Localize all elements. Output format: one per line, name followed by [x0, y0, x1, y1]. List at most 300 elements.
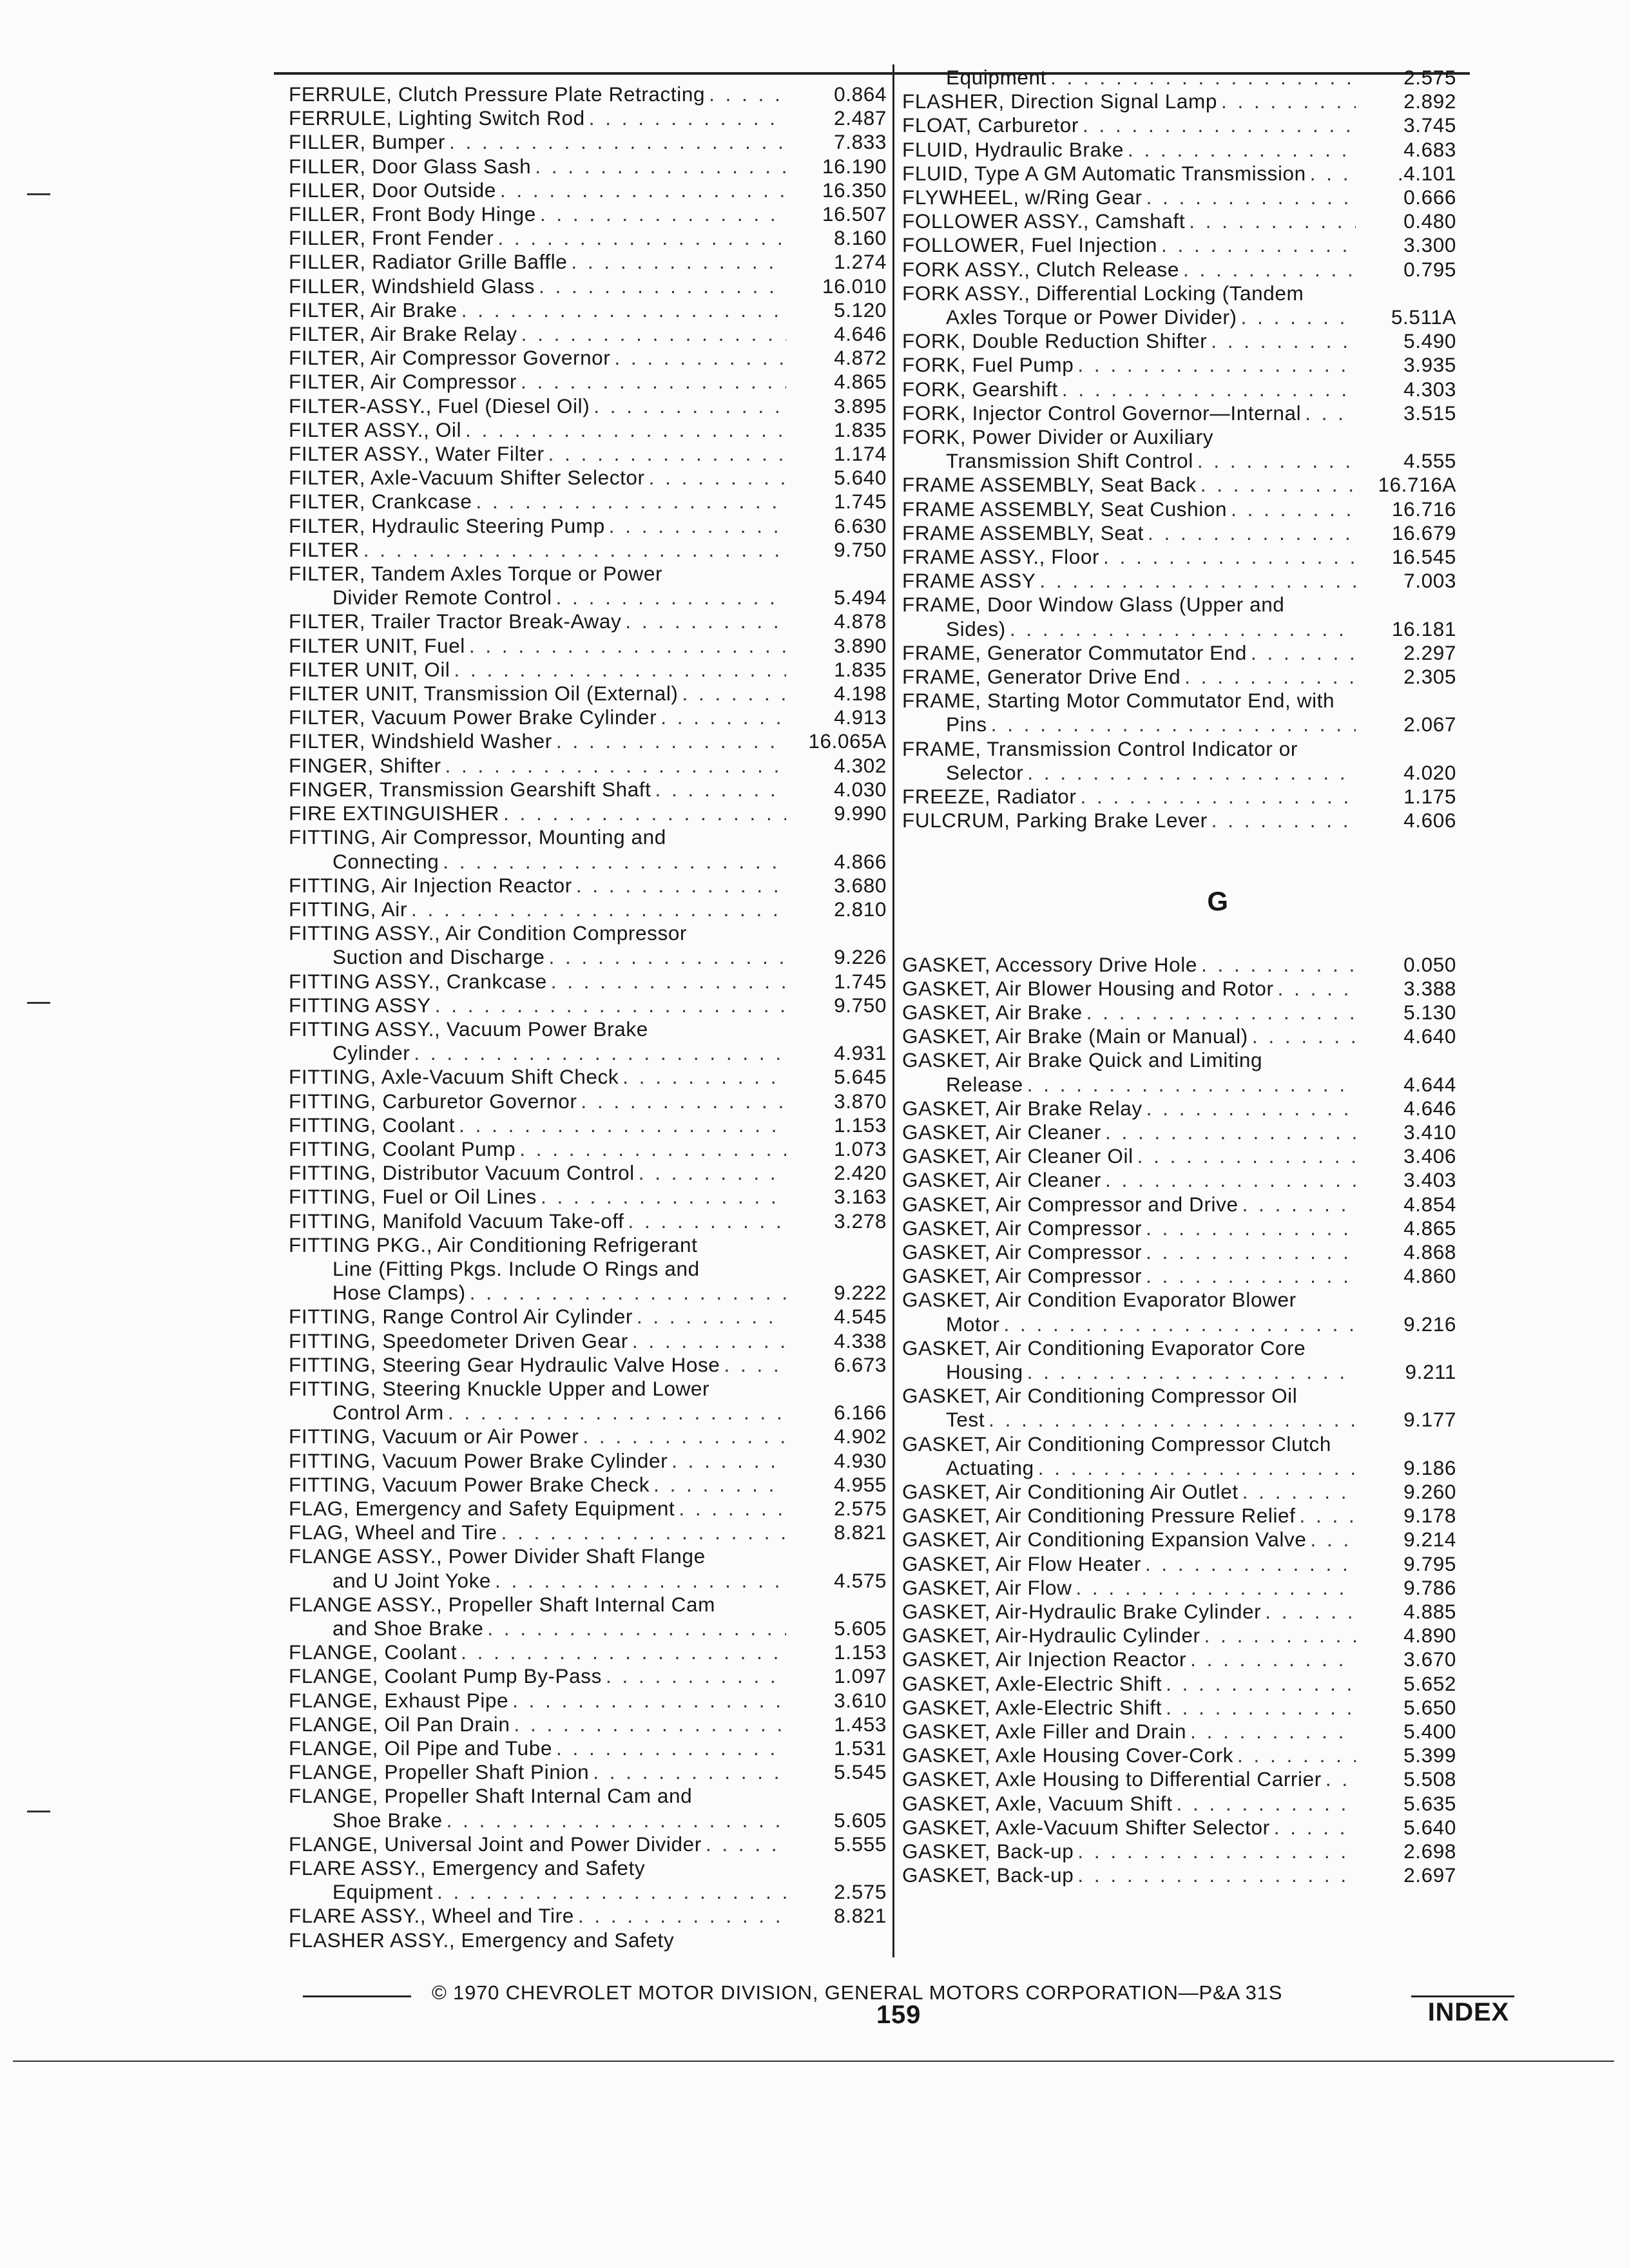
entry-page-ref: 1.174 — [834, 442, 887, 466]
entry-line — [902, 521, 1456, 545]
dot-leader — [1166, 1696, 1356, 1720]
index-entry — [902, 1648, 1456, 1671]
entry-text: FITTING ASSY., Vacuum Power Brake — [289, 1017, 648, 1041]
entry-line — [289, 1233, 887, 1257]
index-entry — [289, 970, 887, 994]
index-entry — [902, 1528, 1456, 1552]
index-entry — [289, 226, 887, 250]
dot-leader — [1310, 162, 1356, 186]
entry-continuation-line — [289, 1281, 887, 1305]
dot-leader — [549, 945, 786, 969]
entry-text: FLUID, Type A GM Automatic Transmission — [902, 161, 1306, 185]
entry-text: FILLER, Front Body Hinge — [289, 202, 536, 226]
entry-text: FITTING, Air Compressor, Mounting and — [289, 825, 666, 849]
entry-text: FORK, Double Reduction Shifter — [902, 329, 1208, 353]
entry-page-ref: 9.186 — [1403, 1456, 1456, 1479]
dot-leader — [1265, 1600, 1356, 1624]
index-entry — [902, 1288, 1456, 1336]
entry-page-ref: 5.640 — [1403, 1815, 1456, 1839]
entry-text: Pins — [946, 713, 987, 736]
entry-text: FILTER UNIT, Oil — [289, 657, 450, 681]
dot-leader — [1077, 1863, 1356, 1887]
dot-leader — [495, 1569, 786, 1593]
entry-text: FITTING PKG., Air Conditioning Refrigerant — [289, 1233, 698, 1256]
index-entry — [902, 737, 1456, 785]
entry-page-ref: 9.214 — [1403, 1528, 1456, 1552]
index-entry — [289, 1497, 887, 1521]
dot-leader — [1237, 1744, 1356, 1767]
entry-page-ref: 6.673 — [834, 1352, 887, 1376]
dot-leader — [1189, 209, 1356, 233]
entry-page-ref: 4.872 — [834, 346, 887, 370]
entry-text: FINGER, Transmission Gearshift Shaft — [289, 777, 651, 801]
entry-text: FITTING, Air Injection Reactor — [289, 873, 572, 897]
entry-line — [289, 202, 887, 226]
entry-line — [902, 665, 1456, 689]
entry-page-ref: 3.163 — [834, 1185, 887, 1209]
entry-text: Connecting — [333, 849, 439, 873]
entry-page-ref: 2.892 — [1403, 90, 1456, 113]
entry-line — [902, 1240, 1456, 1264]
entry-page-ref: 2.575 — [834, 1880, 887, 1904]
entry-line — [289, 1760, 887, 1784]
entry-line — [902, 1816, 1456, 1840]
index-entry — [289, 825, 887, 873]
dot-leader — [1251, 641, 1356, 665]
entry-page-ref: 4.683 — [1403, 137, 1456, 161]
entry-page-ref: 5.635 — [1403, 1791, 1456, 1815]
entry-page-ref: 2.305 — [1403, 665, 1456, 689]
index-entry — [289, 634, 887, 658]
entry-text: GASKET, Air Cleaner Oil — [902, 1144, 1133, 1168]
index-entry — [289, 82, 887, 106]
entry-text: GASKET, Air Compressor and Drive — [902, 1192, 1239, 1216]
entry-continuation-line — [289, 1617, 887, 1640]
dot-leader — [501, 1521, 786, 1544]
entry-continuation-line — [902, 1456, 1456, 1480]
entry-line — [289, 1784, 887, 1808]
entry-text: FILTER — [289, 537, 360, 561]
dot-leader — [1103, 545, 1356, 569]
entry-text: FRAME, Generator Drive End — [902, 665, 1181, 689]
entry-line — [902, 1264, 1456, 1288]
index-entry — [902, 233, 1456, 257]
index-entry — [902, 665, 1456, 689]
entry-line — [902, 1288, 1456, 1312]
entry-line — [902, 569, 1456, 593]
entry-text: Equipment — [333, 1880, 433, 1904]
index-entry — [902, 1792, 1456, 1816]
entry-text: FLANGE, Exhaust Pipe — [289, 1688, 509, 1712]
entry-page-ref: 2.067 — [1403, 713, 1456, 736]
entry-page-ref: 4.575 — [834, 1568, 887, 1592]
entry-line — [902, 209, 1456, 233]
entry-text: FINGER, Shifter — [289, 753, 441, 777]
entry-line — [289, 298, 887, 322]
index-entry — [289, 1928, 887, 1952]
entry-text: FITTING, Distributor Vacuum Control — [289, 1161, 635, 1185]
entry-text: and Shoe Brake — [333, 1617, 484, 1640]
dot-leader — [1146, 1264, 1356, 1288]
entry-text: Divider Remote Control — [333, 586, 552, 610]
index-entry — [289, 754, 887, 778]
entry-page-ref: 4.020 — [1403, 760, 1456, 784]
entry-text: FITTING, Steering Gear Hydraulic Valve Hose — [289, 1352, 720, 1376]
entry-text: FITTING, Coolant — [289, 1113, 456, 1137]
entry-text: FITTING, Speedometer Driven Gear — [289, 1329, 628, 1352]
index-entry — [289, 874, 887, 898]
entry-continuation-line — [902, 1360, 1456, 1384]
index-entry — [289, 370, 887, 394]
entry-line — [902, 353, 1456, 377]
dot-leader — [1197, 449, 1356, 473]
entry-page-ref: 9.795 — [1403, 1552, 1456, 1575]
index-entry — [289, 610, 887, 633]
entry-page-ref: 5.130 — [1403, 1000, 1456, 1024]
dot-leader — [1010, 617, 1356, 641]
entry-line — [289, 1090, 887, 1113]
dot-leader — [476, 490, 786, 514]
entry-line — [289, 778, 887, 802]
index-entry — [289, 1832, 887, 1856]
index-entry — [289, 706, 887, 729]
entry-continuation-line — [902, 617, 1456, 641]
entry-page-ref: 3.406 — [1403, 1144, 1456, 1168]
entry-line — [289, 1928, 887, 1952]
entry-line — [289, 970, 887, 994]
dot-leader — [1075, 1576, 1356, 1600]
index-entry — [289, 346, 887, 370]
entry-page-ref: 9.216 — [1403, 1312, 1456, 1336]
entry-text: FILLER, Radiator Grille Baffle — [289, 250, 568, 274]
dot-leader — [1190, 1648, 1356, 1671]
entry-page-ref: 3.410 — [1403, 1120, 1456, 1144]
index-entry — [902, 1840, 1456, 1863]
entry-line — [289, 729, 887, 753]
entry-text: FILLER, Front Fender — [289, 226, 494, 250]
index-entry — [902, 1097, 1456, 1120]
entry-page-ref: 8.160 — [834, 226, 887, 250]
entry-line — [902, 545, 1456, 569]
dot-leader — [445, 754, 786, 778]
entry-line — [902, 785, 1456, 809]
entry-text: FITTING ASSY., Air Condition Compressor — [289, 921, 688, 945]
entry-text: GASKET, Air Injection Reactor — [902, 1648, 1187, 1671]
entry-line — [902, 1696, 1456, 1720]
entry-line — [902, 1024, 1456, 1048]
dot-leader — [461, 298, 786, 322]
index-entry — [289, 1713, 887, 1736]
entry-text: FORK ASSY., Differential Locking (Tandem — [902, 281, 1304, 305]
index-entry — [902, 1816, 1456, 1840]
entry-page-ref: 16.716 — [1392, 497, 1456, 521]
entry-line — [902, 329, 1456, 353]
dot-leader — [614, 346, 786, 370]
index-entry — [902, 1048, 1456, 1096]
entry-continuation-line — [902, 1073, 1456, 1097]
entry-text: Suction and Discharge — [333, 945, 545, 969]
entry-continuation-line — [289, 1809, 887, 1832]
entry-text: FORK, Power Divider or Auxiliary — [902, 425, 1214, 449]
entry-line — [289, 322, 887, 346]
entry-text: FILLER, Windshield Glass — [289, 274, 535, 298]
entry-text: FLANGE, Oil Pan Drain — [289, 1712, 510, 1736]
entry-line — [289, 1713, 887, 1736]
index-entry — [902, 113, 1456, 137]
entry-text: FRAME, Starting Motor Commutator End, with — [902, 689, 1335, 713]
entry-page-ref: 4.854 — [1403, 1192, 1456, 1216]
entry-page-ref: 1.835 — [834, 657, 887, 681]
index-entry — [902, 1193, 1456, 1216]
entry-text: FERRULE, Clutch Pressure Plate Retracting — [289, 82, 706, 106]
index-list-g — [902, 953, 1456, 1888]
entry-line — [902, 473, 1456, 497]
entry-text: FLANGE, Propeller Shaft Internal Cam and — [289, 1784, 693, 1808]
entry-text: Axles Torque or Power Divider) — [946, 305, 1237, 329]
entry-line — [289, 1017, 887, 1041]
entry-continuation-line — [289, 586, 887, 610]
entry-line — [289, 1425, 887, 1448]
entry-line — [902, 1432, 1456, 1456]
index-entry — [289, 1305, 887, 1329]
dot-leader — [593, 1760, 786, 1784]
entry-text: GASKET, Air Compressor — [902, 1264, 1142, 1288]
entry-text: GASKET, Back-up — [902, 1863, 1074, 1887]
dot-leader — [535, 155, 786, 178]
index-entry — [902, 378, 1456, 401]
index-entry — [902, 1336, 1456, 1384]
index-entry — [289, 178, 887, 202]
dot-leader — [541, 1185, 786, 1209]
dot-leader — [503, 802, 786, 825]
dot-leader — [465, 418, 786, 442]
entry-line — [902, 1216, 1456, 1240]
entry-text: FORK, Gearshift — [902, 377, 1058, 401]
entry-line — [289, 825, 887, 849]
entry-text: FILTER, Air Compressor Governor — [289, 346, 611, 370]
index-column-right — [902, 66, 1456, 1887]
entry-text: FITTING, Vacuum Power Brake Check — [289, 1472, 650, 1496]
entry-page-ref: 9.211 — [1405, 1360, 1456, 1383]
entry-page-ref: 4.302 — [834, 753, 887, 777]
dot-leader — [1161, 233, 1356, 257]
dot-leader — [671, 1449, 786, 1473]
dot-leader — [449, 130, 786, 154]
entry-page-ref: 16.010 — [822, 274, 887, 298]
dot-leader — [1086, 1001, 1356, 1024]
entry-text: FITTING, Carburetor Governor — [289, 1089, 577, 1113]
entry-line — [289, 466, 887, 490]
bottom-rule — [13, 2061, 1614, 2062]
entry-text: FITTING, Axle-Vacuum Shift Check — [289, 1065, 619, 1089]
dot-leader — [1083, 113, 1356, 137]
dot-leader — [1274, 1816, 1356, 1840]
entry-page-ref: 0.795 — [1403, 257, 1456, 281]
entry-text: FLANGE, Universal Joint and Power Divider — [289, 1832, 702, 1856]
index-entry — [289, 1185, 887, 1209]
entry-page-ref: 9.177 — [1403, 1408, 1456, 1432]
entry-page-ref: 8.821 — [834, 1521, 887, 1544]
dot-leader — [655, 778, 786, 802]
entry-text: Housing — [946, 1360, 1023, 1383]
entry-page-ref: 4.198 — [834, 682, 887, 706]
section-heading-g: G — [1207, 885, 1229, 916]
index-entry — [902, 1001, 1456, 1024]
dot-leader — [589, 106, 786, 130]
index-entry — [289, 1425, 887, 1448]
entry-text: FLANGE, Coolant — [289, 1640, 458, 1664]
entry-line — [902, 1767, 1456, 1791]
dot-leader — [454, 658, 786, 682]
entry-text: FRAME, Generator Commutator End — [902, 640, 1248, 664]
dot-leader — [1211, 809, 1356, 832]
index-entry — [289, 1137, 887, 1161]
entry-line — [289, 1329, 887, 1353]
entry-line — [289, 1856, 887, 1880]
entry-line — [902, 1336, 1456, 1360]
index-entry — [289, 1377, 887, 1425]
entry-text: FRAME ASSY — [902, 569, 1036, 593]
entry-page-ref: 5.399 — [1403, 1744, 1456, 1767]
entry-line — [902, 378, 1456, 401]
entry-page-ref: 3.300 — [1403, 233, 1456, 257]
entry-line — [902, 1384, 1456, 1408]
entry-text: FILTER, Hydraulic Steering Pump — [289, 514, 605, 537]
index-entry — [902, 785, 1456, 809]
entry-page-ref: 2.575 — [1403, 66, 1456, 89]
dot-leader — [1137, 1144, 1356, 1168]
entry-line — [902, 1792, 1456, 1816]
page-number: 159 — [876, 2001, 921, 2029]
dot-leader — [639, 1161, 786, 1185]
entry-text: FLOAT, Carburetor — [902, 113, 1079, 137]
entry-page-ref: 7.003 — [1403, 569, 1456, 593]
entry-text: Cylinder — [333, 1041, 410, 1065]
entry-text: FLUID, Hydraulic Brake — [902, 137, 1124, 161]
dot-leader — [487, 1617, 786, 1640]
entry-line — [289, 754, 887, 778]
index-entry — [902, 1672, 1456, 1696]
entry-continuation-line — [289, 945, 887, 969]
index-entry — [289, 1113, 887, 1137]
entry-text: GASKET, Air Conditioning Expansion Valve — [902, 1528, 1307, 1552]
entry-page-ref: 4.878 — [834, 610, 887, 633]
dot-leader — [637, 1305, 786, 1329]
dot-leader — [470, 1281, 786, 1305]
copyright-notice: © 1970 CHEVROLET MOTOR DIVISION, GENERAL MOTORS CORPORATION—P&A 31S — [432, 1981, 1283, 2004]
entry-text: FILTER, Air Compressor — [289, 370, 517, 394]
entry-line — [902, 1120, 1456, 1144]
index-entry — [289, 1664, 887, 1688]
entry-continuation-line — [289, 1401, 887, 1425]
dot-leader — [414, 1041, 786, 1065]
entry-line — [902, 282, 1456, 305]
entry-line — [289, 538, 887, 562]
dot-leader — [437, 1880, 786, 1904]
index-entry — [902, 521, 1456, 545]
dot-leader — [1146, 1240, 1356, 1264]
dot-leader — [709, 82, 786, 106]
entry-text: GASKET, Air Conditioning Compressor Oil — [902, 1384, 1298, 1408]
entry-text: GASKET, Axle Housing to Differential Carrier — [902, 1767, 1322, 1791]
entry-page-ref: 3.670 — [1403, 1648, 1456, 1671]
entry-text: FRAME ASSEMBLY, Seat Cushion — [902, 497, 1228, 521]
entry-page-ref: 3.388 — [1403, 976, 1456, 1000]
entry-page-ref: 3.890 — [834, 633, 887, 657]
index-entry — [289, 1449, 887, 1473]
entry-text: FULCRUM, Parking Brake Lever — [902, 809, 1208, 832]
entry-page-ref: 4.860 — [1403, 1264, 1456, 1288]
index-entry — [902, 1384, 1456, 1432]
entry-text: FLANGE ASSY., Propeller Shaft Internal Cam — [289, 1592, 715, 1616]
entry-text: FITTING, Fuel or Oil Lines — [289, 1185, 537, 1209]
entry-line — [289, 1473, 887, 1497]
entry-text: FILTER UNIT, Transmission Oil (External) — [289, 682, 679, 706]
entry-text: FILTER-ASSY., Fuel (Diesel Oil) — [289, 394, 590, 418]
index-entry — [902, 1168, 1456, 1192]
entry-page-ref: 5.120 — [834, 298, 887, 322]
entry-line — [902, 641, 1456, 665]
entry-line — [289, 1521, 887, 1544]
entry-page-ref: 5.640 — [834, 466, 887, 490]
index-entry — [289, 994, 887, 1017]
dot-leader — [512, 1689, 786, 1713]
entry-text: GASKET, Accessory Drive Hole — [902, 952, 1197, 976]
dot-leader — [679, 1497, 786, 1521]
index-entry — [289, 466, 887, 490]
index-entry — [902, 138, 1456, 162]
index-entry — [289, 106, 887, 130]
entry-page-ref: 4.902 — [834, 1425, 887, 1448]
index-entry — [902, 1696, 1456, 1720]
entry-text: FOLLOWER, Fuel Injection — [902, 233, 1158, 257]
dot-leader — [521, 370, 786, 394]
entry-text: FLANGE ASSY., Power Divider Shaft Flange — [289, 1544, 706, 1568]
index-entry — [289, 514, 887, 538]
entry-text: FILTER, Windshield Washer — [289, 729, 552, 753]
entry-continuation-line — [289, 1257, 887, 1281]
index-entry — [289, 1760, 887, 1784]
entry-line — [902, 1672, 1456, 1696]
entry-text: FILTER, Tandem Axles Torque or Power — [289, 562, 663, 586]
entry-page-ref: 0.480 — [1403, 209, 1456, 233]
entry-page-ref: 6.630 — [834, 514, 887, 537]
dot-leader — [1146, 1216, 1356, 1240]
entry-page-ref: 4.868 — [1403, 1240, 1456, 1264]
entry-text: FRAME ASSY., Floor — [902, 545, 1100, 569]
entry-line — [289, 1113, 887, 1137]
dot-leader — [1105, 1120, 1356, 1144]
index-entry — [902, 1432, 1456, 1480]
entry-line — [289, 682, 887, 706]
entry-line — [289, 1664, 887, 1688]
entry-page-ref: 9.226 — [834, 945, 887, 969]
entry-line — [902, 186, 1456, 209]
dot-leader — [1305, 401, 1356, 425]
dot-leader — [609, 514, 786, 538]
dot-leader — [514, 1713, 786, 1736]
entry-page-ref: 3.403 — [1403, 1168, 1456, 1192]
entry-continuation-line — [902, 713, 1456, 736]
index-entry — [902, 1863, 1456, 1887]
section-label: INDEX — [1427, 1998, 1509, 2026]
dot-leader — [1204, 1624, 1356, 1648]
entry-text: GASKET, Air-Hydraulic Cylinder — [902, 1624, 1200, 1648]
entry-line — [289, 130, 887, 154]
index-entry — [902, 1720, 1456, 1744]
entry-line — [902, 1144, 1456, 1168]
entry-text: FRAME ASSEMBLY, Seat — [902, 521, 1144, 544]
